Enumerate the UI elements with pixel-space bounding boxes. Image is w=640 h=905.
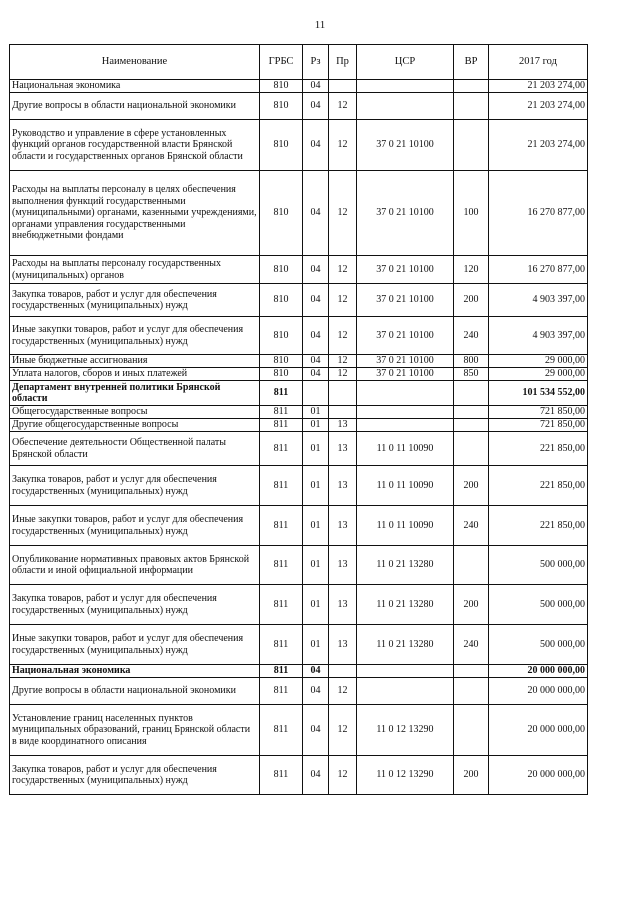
cell-amount: 4 903 397,00	[489, 284, 588, 317]
cell-pr: 12	[329, 284, 357, 317]
cell-pr: 13	[329, 585, 357, 625]
cell-csr	[357, 406, 454, 419]
cell-amount: 29 000,00	[489, 355, 588, 368]
cell-amount: 221 850,00	[489, 432, 588, 466]
cell-csr: 37 0 21 10100	[357, 284, 454, 317]
cell-vr	[454, 705, 489, 756]
cell-csr: 37 0 21 10100	[357, 317, 454, 355]
table-row	[10, 506, 588, 546]
cell-name: Расходы на выплаты персоналу в целях обеспечения выполнения функций государственными (муниципальными) органами, казенными учреждениями, органами управления государственными внебюджетными фондами	[10, 171, 260, 256]
cell-pr: 13	[329, 419, 357, 432]
cell-name: Иные закупки товаров, работ и услуг для обеспечения государственных (муниципальных) нужд	[10, 317, 260, 355]
cell-grbs: 810	[260, 120, 303, 171]
cell-csr: 11 0 12 13290	[357, 705, 454, 756]
cell-grbs: 811	[260, 506, 303, 546]
col-header-vr: ВР	[454, 45, 489, 80]
page-number: 11	[314, 19, 326, 31]
cell-grbs: 811	[260, 705, 303, 756]
cell-vr	[454, 120, 489, 171]
table-row	[10, 546, 588, 585]
col-header-pr: Пр	[329, 45, 357, 80]
cell-csr: 37 0 21 10100	[357, 171, 454, 256]
cell-rz: 04	[303, 665, 329, 678]
cell-vr	[454, 381, 489, 406]
budget-table	[9, 44, 588, 795]
cell-rz: 04	[303, 317, 329, 355]
cell-name: Национальная экономика	[10, 80, 260, 93]
cell-rz: 04	[303, 756, 329, 795]
table-row	[10, 355, 588, 368]
cell-vr	[454, 432, 489, 466]
cell-grbs: 811	[260, 678, 303, 705]
cell-rz: 01	[303, 625, 329, 665]
cell-csr: 37 0 21 10100	[357, 256, 454, 284]
cell-pr	[329, 381, 357, 406]
cell-amount: 221 850,00	[489, 466, 588, 506]
cell-amount: 29 000,00	[489, 368, 588, 381]
table-row	[10, 368, 588, 381]
cell-name: Расходы на выплаты персоналу государственных (муниципальных) органов	[10, 256, 260, 284]
cell-rz: 04	[303, 93, 329, 120]
cell-csr	[357, 381, 454, 406]
cell-amount: 21 203 274,00	[489, 120, 588, 171]
cell-rz: 01	[303, 406, 329, 419]
col-header-amount: 2017 год	[489, 45, 588, 80]
cell-pr: 12	[329, 368, 357, 381]
cell-rz: 04	[303, 678, 329, 705]
cell-vr	[454, 80, 489, 93]
cell-grbs: 811	[260, 466, 303, 506]
cell-rz: 04	[303, 355, 329, 368]
cell-rz: 01	[303, 419, 329, 432]
cell-rz: 04	[303, 705, 329, 756]
cell-amount: 20 000 000,00	[489, 756, 588, 795]
cell-csr	[357, 678, 454, 705]
cell-amount: 21 203 274,00	[489, 93, 588, 120]
cell-name: Национальная экономика	[10, 665, 260, 678]
cell-csr	[357, 665, 454, 678]
cell-rz: 01	[303, 432, 329, 466]
cell-csr	[357, 419, 454, 432]
cell-amount: 221 850,00	[489, 506, 588, 546]
cell-amount: 16 270 877,00	[489, 256, 588, 284]
cell-csr	[357, 93, 454, 120]
table-row	[10, 466, 588, 506]
cell-pr	[329, 80, 357, 93]
cell-vr: 120	[454, 256, 489, 284]
cell-name: Уплата налогов, сборов и иных платежей	[10, 368, 260, 381]
table-row	[10, 284, 588, 317]
cell-vr	[454, 665, 489, 678]
cell-rz: 01	[303, 546, 329, 585]
cell-amount: 721 850,00	[489, 406, 588, 419]
cell-amount: 16 270 877,00	[489, 171, 588, 256]
cell-vr: 200	[454, 585, 489, 625]
cell-name: Установление границ населенных пунктов муниципальных образований, границ Брянской области в виде координатного описания	[10, 705, 260, 756]
table-row	[10, 625, 588, 665]
cell-name: Закупка товаров, работ и услуг для обеспечения государственных (муниципальных) нужд	[10, 585, 260, 625]
cell-rz: 04	[303, 80, 329, 93]
cell-grbs: 811	[260, 546, 303, 585]
cell-grbs: 810	[260, 355, 303, 368]
cell-vr: 240	[454, 506, 489, 546]
cell-pr: 13	[329, 432, 357, 466]
table-row	[10, 585, 588, 625]
cell-csr: 11 0 11 10090	[357, 432, 454, 466]
cell-name: Другие вопросы в области национальной экономики	[10, 678, 260, 705]
cell-pr: 12	[329, 705, 357, 756]
cell-name: Общегосударственные вопросы	[10, 406, 260, 419]
cell-pr: 13	[329, 625, 357, 665]
cell-pr: 13	[329, 466, 357, 506]
table-row	[10, 80, 588, 93]
cell-rz: 04	[303, 256, 329, 284]
cell-grbs: 810	[260, 171, 303, 256]
cell-vr	[454, 406, 489, 419]
cell-amount: 101 534 552,00	[489, 381, 588, 406]
cell-rz: 04	[303, 284, 329, 317]
cell-name: Закупка товаров, работ и услуг для обеспечения государственных (муниципальных) нужд	[10, 466, 260, 506]
cell-amount: 20 000 000,00	[489, 705, 588, 756]
col-header-grbs: ГРБС	[260, 45, 303, 80]
cell-grbs: 811	[260, 381, 303, 406]
cell-pr: 12	[329, 355, 357, 368]
table-row	[10, 406, 588, 419]
cell-vr: 100	[454, 171, 489, 256]
cell-grbs: 810	[260, 93, 303, 120]
cell-vr: 850	[454, 368, 489, 381]
cell-name: Обеспечение деятельности Общественной палаты Брянской области	[10, 432, 260, 466]
cell-vr: 240	[454, 317, 489, 355]
cell-name: Иные закупки товаров, работ и услуг для обеспечения государственных (муниципальных) нужд	[10, 625, 260, 665]
cell-pr	[329, 406, 357, 419]
cell-grbs: 811	[260, 432, 303, 466]
cell-csr	[357, 80, 454, 93]
col-header-name: Наименование	[10, 45, 260, 80]
cell-csr: 11 0 11 10090	[357, 506, 454, 546]
cell-amount: 20 000 000,00	[489, 678, 588, 705]
cell-vr: 240	[454, 625, 489, 665]
cell-grbs: 810	[260, 256, 303, 284]
cell-vr: 200	[454, 756, 489, 795]
table-body	[10, 80, 588, 795]
cell-pr: 12	[329, 171, 357, 256]
cell-amount: 4 903 397,00	[489, 317, 588, 355]
table-row	[10, 756, 588, 795]
cell-amount: 721 850,00	[489, 419, 588, 432]
cell-name: Департамент внутренней политики Брянской области	[10, 381, 260, 406]
cell-pr: 12	[329, 756, 357, 795]
cell-csr: 11 0 21 13280	[357, 585, 454, 625]
table-row	[10, 93, 588, 120]
cell-grbs: 811	[260, 406, 303, 419]
table-header	[10, 45, 588, 80]
cell-pr: 12	[329, 93, 357, 120]
cell-rz: 01	[303, 506, 329, 546]
cell-name: Иные закупки товаров, работ и услуг для обеспечения государственных (муниципальных) нужд	[10, 506, 260, 546]
table-row	[10, 256, 588, 284]
cell-vr	[454, 93, 489, 120]
table-row	[10, 678, 588, 705]
table-row	[10, 171, 588, 256]
table-row	[10, 665, 588, 678]
cell-name: Иные бюджетные ассигнования	[10, 355, 260, 368]
cell-rz: 01	[303, 585, 329, 625]
cell-amount: 500 000,00	[489, 546, 588, 585]
cell-amount: 500 000,00	[489, 625, 588, 665]
cell-name: Закупка товаров, работ и услуг для обеспечения государственных (муниципальных) нужд	[10, 284, 260, 317]
cell-csr: 11 0 12 13290	[357, 756, 454, 795]
cell-name: Опубликование нормативных правовых актов Брянской области и иной официальной информации	[10, 546, 260, 585]
cell-pr: 12	[329, 256, 357, 284]
cell-pr: 13	[329, 506, 357, 546]
cell-grbs: 810	[260, 317, 303, 355]
cell-vr: 200	[454, 466, 489, 506]
col-header-rz: Рз	[303, 45, 329, 80]
cell-grbs: 811	[260, 625, 303, 665]
table-row	[10, 419, 588, 432]
cell-rz: 04	[303, 368, 329, 381]
cell-csr: 37 0 21 10100	[357, 368, 454, 381]
cell-rz: 04	[303, 171, 329, 256]
cell-pr: 12	[329, 317, 357, 355]
cell-rz: 04	[303, 120, 329, 171]
cell-grbs: 810	[260, 284, 303, 317]
cell-grbs: 811	[260, 756, 303, 795]
table-row	[10, 381, 588, 406]
cell-name: Закупка товаров, работ и услуг для обеспечения государственных (муниципальных) нужд	[10, 756, 260, 795]
cell-amount: 500 000,00	[489, 585, 588, 625]
cell-pr: 12	[329, 678, 357, 705]
table-row	[10, 120, 588, 171]
cell-vr	[454, 546, 489, 585]
cell-csr: 11 0 21 13280	[357, 625, 454, 665]
cell-vr: 200	[454, 284, 489, 317]
cell-pr	[329, 665, 357, 678]
cell-csr: 11 0 11 10090	[357, 466, 454, 506]
table-row	[10, 705, 588, 756]
cell-grbs: 811	[260, 665, 303, 678]
col-header-csr: ЦСР	[357, 45, 454, 80]
cell-vr: 800	[454, 355, 489, 368]
cell-grbs: 810	[260, 368, 303, 381]
cell-vr	[454, 678, 489, 705]
cell-vr	[454, 419, 489, 432]
cell-amount: 21 203 274,00	[489, 80, 588, 93]
cell-csr: 37 0 21 10100	[357, 120, 454, 171]
cell-csr: 11 0 21 13280	[357, 546, 454, 585]
cell-grbs: 811	[260, 585, 303, 625]
cell-pr: 12	[329, 120, 357, 171]
cell-name: Другие вопросы в области национальной экономики	[10, 93, 260, 120]
cell-rz	[303, 381, 329, 406]
cell-csr: 37 0 21 10100	[357, 355, 454, 368]
cell-name: Руководство и управление в сфере установленных функций органов государственной власти Брянской области и государственных органов Брянской области	[10, 120, 260, 171]
cell-pr: 13	[329, 546, 357, 585]
table-row	[10, 432, 588, 466]
cell-grbs: 810	[260, 80, 303, 93]
cell-amount: 20 000 000,00	[489, 665, 588, 678]
table-row	[10, 317, 588, 355]
cell-name: Другие общегосударственные вопросы	[10, 419, 260, 432]
cell-grbs: 811	[260, 419, 303, 432]
cell-rz: 01	[303, 466, 329, 506]
